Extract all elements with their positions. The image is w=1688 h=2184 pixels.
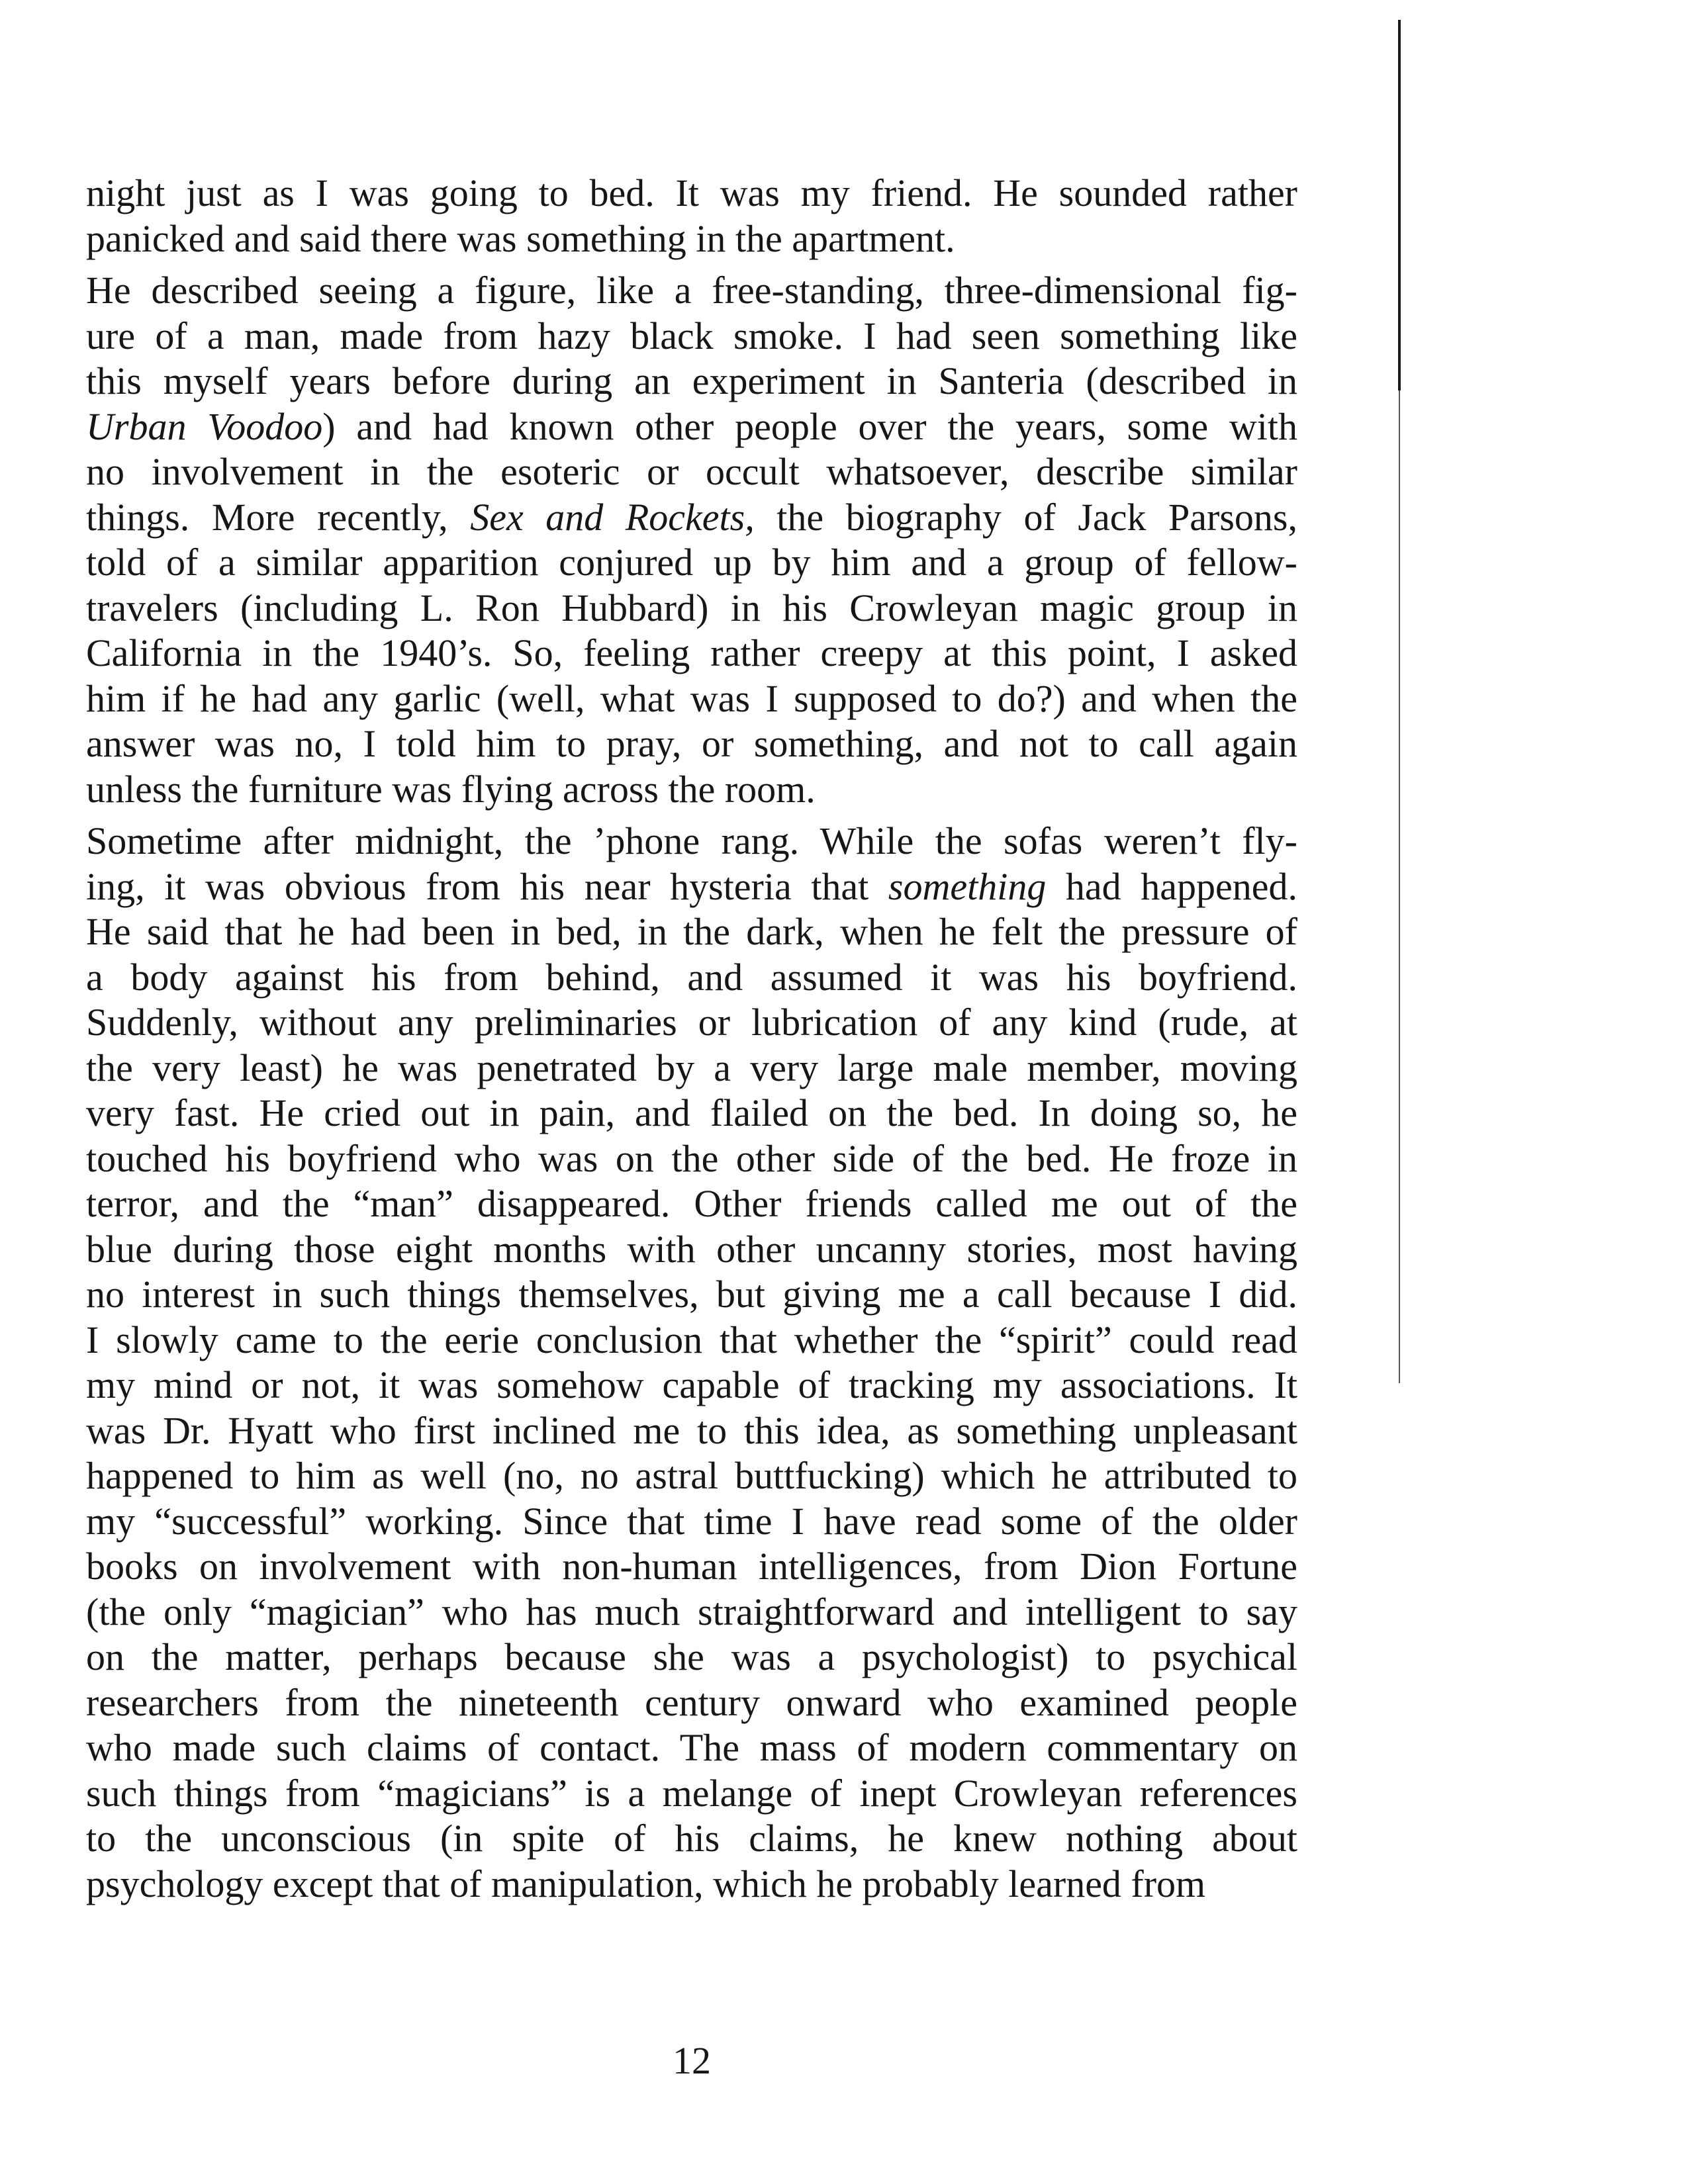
text-run: ure of a man, made from hazy black smoke. I had seen something like (86, 314, 1297, 357)
text-run: who made such claims of contact. The mass of modern commentary on (86, 1726, 1297, 1769)
text-line (86, 1000, 1297, 1046)
paragraph (86, 819, 1297, 1907)
page-number: 12 (673, 2039, 711, 2082)
text-run: (the only “magician” who has much straightforward and intelligent to say (86, 1590, 1297, 1633)
text-run: no involvement in the esoteric or occult whatsoever, describe similar (86, 450, 1297, 493)
text-line (86, 314, 1297, 359)
text-line (86, 819, 1297, 864)
text-run: He said that he had been in bed, in the dark, when he felt the pressure of (86, 910, 1297, 953)
text-line (86, 1725, 1297, 1771)
italic-title: Sex and Rockets, (470, 495, 755, 539)
text-line (86, 1272, 1297, 1318)
text-run: psychology except that of manipulation, which he probably learned from (86, 1862, 1206, 1905)
text-run: Suddenly, without any preliminaries or lubrication of any kind (rude, at (86, 1001, 1297, 1044)
text-run: had happened. (1046, 864, 1297, 908)
italic-title: something (888, 864, 1047, 908)
text-line (86, 721, 1297, 767)
text-line (86, 1816, 1297, 1862)
text-run: this myself years before during an experiment in Santeria (described in (86, 359, 1297, 402)
body-text (86, 171, 1297, 1907)
text-run: such things from “magicians” is a melange of inept Crowleyan references (86, 1771, 1297, 1815)
text-line (86, 955, 1297, 1001)
text-run: him if he had any garlic (well, what was I supposed to do?) and when the (86, 676, 1297, 720)
text-run: was Dr. Hyatt who first inclined me to this idea, as something unpleasant (86, 1408, 1297, 1452)
text-line (86, 1544, 1297, 1590)
text-run: very fast. He cried out in pain, and flailed on the bed. In doing so, he (86, 1091, 1297, 1134)
text-run: night just as I was going to bed. It was my friend. He sounded rather (86, 171, 1297, 214)
text-line (86, 540, 1297, 586)
text-line (86, 1499, 1297, 1545)
text-line (86, 1318, 1297, 1363)
text-line (86, 1862, 1297, 1907)
text-run: on the matter, perhaps because she was a psychologist) to psychical (86, 1635, 1297, 1678)
text-run: told of a similar apparition conjured up by him and a group of fellow- (86, 541, 1297, 584)
text-run: the very least) he was penetrated by a very large male member, moving (86, 1046, 1297, 1089)
text-run: I slowly came to the eerie conclusion that whether the “spirit” could read (86, 1318, 1297, 1361)
text-run: no interest in such things themselves, but giving me a call because I did. (86, 1273, 1297, 1316)
text-run: my mind or not, it was somehow capable of tracking my associations. It (86, 1363, 1297, 1406)
text-run: my “successful” working. Since that time I have read some of the older (86, 1499, 1297, 1543)
text-run: travelers (including L. Ron Hubbard) in his Crowleyan magic group in (86, 586, 1297, 629)
text-line (86, 404, 1297, 450)
text-line (86, 268, 1297, 314)
text-line (86, 1680, 1297, 1726)
text-run: California in the 1940’s. So, feeling rather creepy at this point, I asked (86, 631, 1297, 674)
text-run: blue during those eight months with other uncanny stories, most having (86, 1227, 1297, 1271)
text-run: terror, and the “man” disappeared. Other friends called me out of the (86, 1182, 1297, 1225)
text-line (86, 1453, 1297, 1499)
text-line (86, 171, 1297, 216)
text-run: He described seeing a figure, like a free-standing, three-dimensional fig- (86, 269, 1297, 312)
scan-edge-line-upper (1398, 20, 1401, 390)
text-line (86, 909, 1297, 955)
text-line (86, 1181, 1297, 1227)
text-run: happened to him as well (no, no astral buttfucking) which he attributed to (86, 1454, 1297, 1497)
paragraph (86, 171, 1297, 261)
text-run: books on involvement with non-human intelligences, from Dion Fortune (86, 1545, 1297, 1588)
text-run: ) and had known other people over the years, some with (322, 404, 1297, 448)
text-line (86, 586, 1297, 631)
text-run: answer was no, I told him to pray, or something, and not to call again (86, 722, 1297, 765)
text-line (86, 1363, 1297, 1408)
text-line (86, 449, 1297, 495)
text-line (86, 1771, 1297, 1817)
text-line (86, 359, 1297, 404)
paragraph (86, 268, 1297, 812)
text-run: things. More recently, (86, 495, 471, 539)
text-run: a body against his from behind, and assumed it was his boyfriend. (86, 955, 1297, 999)
text-line (86, 1136, 1297, 1182)
text-line (86, 1590, 1297, 1635)
text-line (86, 495, 1297, 541)
text-run: the biography of Jack Parsons, (754, 495, 1298, 539)
text-run: ing, it was obvious from his near hysteria that (86, 864, 888, 908)
text-line (86, 1046, 1297, 1091)
text-run: unless the furniture was flying across the room. (86, 767, 816, 811)
text-line (86, 216, 1297, 262)
text-line (86, 676, 1297, 722)
text-line (86, 631, 1297, 676)
text-run: researchers from the nineteenth century onward who examined people (86, 1680, 1297, 1724)
text-run: Sometime after midnight, the ’phone rang. While the sofas weren’t fly- (86, 819, 1297, 862)
text-line (86, 767, 1297, 813)
text-run: to the unconscious (in spite of his claims, he knew nothing about (86, 1817, 1297, 1860)
text-line (86, 1227, 1297, 1273)
text-run: touched his boyfriend who was on the other side of the bed. He froze in (86, 1136, 1297, 1180)
scan-edge-line-lower (1399, 390, 1400, 1383)
text-run: panicked and said there was something in the apartment. (86, 216, 955, 260)
text-line (86, 1635, 1297, 1680)
text-line (86, 864, 1297, 910)
text-line (86, 1091, 1297, 1136)
text-line (86, 1408, 1297, 1454)
italic-title: Urban Voodoo (86, 404, 323, 448)
